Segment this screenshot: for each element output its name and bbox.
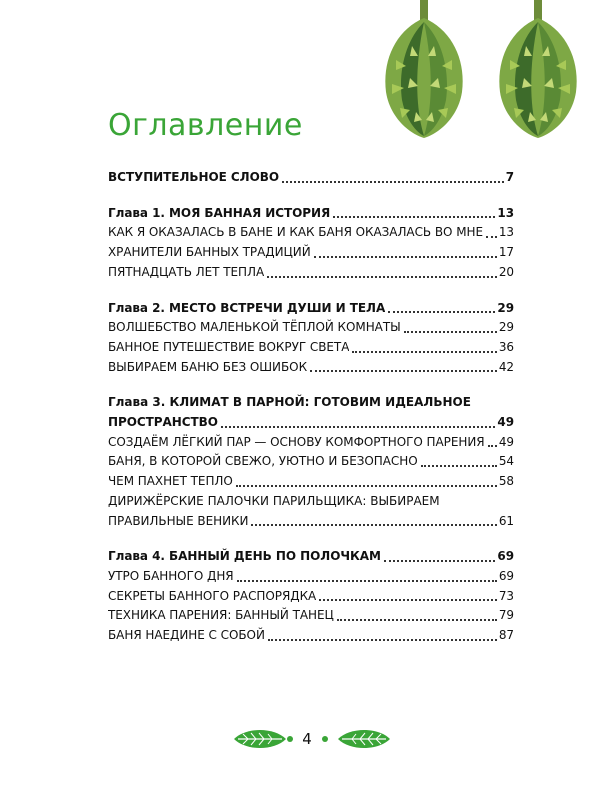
toc-entry-label: ПЯТНАДЦАТЬ ЛЕТ ТЕПЛА bbox=[108, 264, 265, 279]
dot-leader bbox=[319, 599, 497, 601]
toc-entry-line-1[interactable]: ДИРИЖЁРСКИЕ ПАЛОЧКИ ПАРИЛЬЩИКА: ВЫБИРАЕМ bbox=[108, 493, 440, 508]
birch-broom-icon bbox=[490, 0, 586, 140]
chapter-heading[interactable] bbox=[108, 413, 514, 433]
page-footer bbox=[0, 726, 606, 754]
dot-leader bbox=[268, 639, 497, 641]
toc-entry[interactable] bbox=[108, 243, 514, 263]
toc-entry-label: БАННОЕ ПУТЕШЕСТВИЕ ВОКРУГ СВЕТА bbox=[108, 339, 350, 354]
toc-entry[interactable] bbox=[108, 626, 514, 646]
chapter-heading[interactable] bbox=[108, 547, 514, 567]
toc-entry-page: 20 bbox=[498, 264, 514, 279]
chapter-page: 49 bbox=[497, 415, 514, 430]
toc-entry-page: 61 bbox=[498, 513, 514, 528]
dot-leader bbox=[388, 311, 495, 313]
toc-entry[interactable] bbox=[108, 472, 514, 492]
dot-leader bbox=[404, 331, 497, 333]
chapter-page: 29 bbox=[497, 300, 514, 315]
toc-entry[interactable] bbox=[108, 433, 514, 453]
toc-entry-page: 13 bbox=[498, 225, 514, 240]
toc-entry[interactable] bbox=[108, 338, 514, 358]
toc-entry-label: ВСТУПИТЕЛЬНОЕ СЛОВО bbox=[108, 170, 279, 184]
toc-entry-label: БАНЯ, В КОТОРОЙ СВЕЖО, УЮТНО И БЕЗОПАСНО bbox=[108, 454, 418, 469]
toc-entry[interactable] bbox=[108, 606, 514, 626]
toc-entry-page: 49 bbox=[498, 434, 514, 449]
toc-section-chapter-3 bbox=[108, 393, 514, 531]
ornament-dot bbox=[322, 736, 328, 742]
page-title: Оглавление bbox=[108, 108, 303, 143]
leaf-ornament-icon bbox=[232, 728, 288, 750]
toc-entry-page: 29 bbox=[498, 320, 514, 335]
dot-leader bbox=[337, 619, 497, 621]
toc-entry-label: ВОЛШЕБСТВО МАЛЕНЬКОЙ ТЁПЛОЙ КОМНАТЫ bbox=[108, 320, 401, 335]
toc-section-intro bbox=[108, 168, 514, 188]
chapter-heading[interactable] bbox=[108, 204, 514, 224]
toc-entry-label: УТРО БАННОГО ДНЯ bbox=[108, 568, 234, 583]
birch-broom-icon bbox=[376, 0, 472, 140]
toc-section-chapter-2 bbox=[108, 299, 514, 378]
chapter-title: Глава 4. БАННЫЙ ДЕНЬ ПО ПОЛОЧКАМ bbox=[108, 549, 381, 564]
dot-leader bbox=[486, 236, 497, 238]
toc-entry-label: СОЗДАЁМ ЛЁГКИЙ ПАР — ОСНОВУ КОМФОРТНОГО ПАРЕНИЯ bbox=[108, 434, 485, 449]
toc-entry[interactable] bbox=[108, 263, 514, 283]
dot-leader bbox=[251, 524, 496, 526]
toc-entry-page: 7 bbox=[505, 170, 514, 184]
dot-leader bbox=[421, 465, 497, 467]
dot-leader bbox=[236, 485, 497, 487]
toc-entry-page: 58 bbox=[498, 474, 514, 489]
chapter-title: Глава 2. МЕСТО ВСТРЕЧИ ДУШИ И ТЕЛА bbox=[108, 300, 386, 315]
page-number: 4 bbox=[302, 730, 312, 748]
dot-leader bbox=[221, 426, 495, 428]
leaf-ornament-icon bbox=[336, 728, 392, 750]
toc-entry-label: БАНЯ НАЕДИНЕ С СОБОЙ bbox=[108, 628, 265, 643]
toc-entry-page: 87 bbox=[498, 628, 514, 643]
toc-entry[interactable] bbox=[108, 318, 514, 338]
toc-entry-page: 17 bbox=[498, 245, 514, 260]
toc-entry-label: ВЫБИРАЕМ БАНЮ БЕЗ ОШИБОК bbox=[108, 359, 308, 374]
dot-leader bbox=[384, 560, 496, 562]
toc-entry-page: 54 bbox=[498, 454, 514, 469]
dot-leader bbox=[352, 351, 496, 353]
toc-entry[interactable] bbox=[108, 168, 514, 188]
toc-entry-label: СЕКРЕТЫ БАННОГО РАСПОРЯДКА bbox=[108, 588, 317, 603]
chapter-title-line-2: ПРОСТРАНСТВО bbox=[108, 415, 218, 430]
toc-entry-label: ПРАВИЛЬНЫЕ ВЕНИКИ bbox=[108, 513, 249, 528]
chapter-title: Глава 1. МОЯ БАННАЯ ИСТОРИЯ bbox=[108, 205, 331, 220]
chapter-page: 13 bbox=[497, 205, 514, 220]
toc-entry[interactable] bbox=[108, 567, 514, 587]
toc-entry-page: 36 bbox=[498, 339, 514, 354]
toc-entry-label: КАК Я ОКАЗАЛАСЬ В БАНЕ И КАК БАНЯ ОКАЗАЛАСЬ ВО МНЕ bbox=[108, 225, 484, 240]
toc-entry-page: 79 bbox=[498, 608, 514, 623]
toc-entry-label: ТЕХНИКА ПАРЕНИЯ: БАННЫЙ ТАНЕЦ bbox=[108, 608, 334, 623]
toc-entry[interactable] bbox=[108, 512, 514, 532]
dot-leader bbox=[333, 216, 495, 218]
toc-entry-label: ХРАНИТЕЛИ БАННЫХ ТРАДИЦИЙ bbox=[108, 245, 311, 260]
toc-section-chapter-4 bbox=[108, 547, 514, 646]
dot-leader bbox=[282, 181, 504, 183]
toc-entry-label: ЧЕМ ПАХНЕТ ТЕПЛО bbox=[108, 474, 233, 489]
toc-entry-page: 73 bbox=[498, 588, 514, 603]
toc-entry-page: 69 bbox=[498, 568, 514, 583]
toc-entry[interactable] bbox=[108, 452, 514, 472]
chapter-page: 69 bbox=[497, 549, 514, 564]
dot-leader bbox=[488, 445, 497, 447]
dot-leader bbox=[310, 370, 497, 372]
dot-leader bbox=[314, 256, 497, 258]
toc-entry-page: 42 bbox=[498, 359, 514, 374]
ornament-dot bbox=[287, 736, 293, 742]
chapter-title-line-1[interactable]: Глава 3. КЛИМАТ В ПАРНОЙ: ГОТОВИМ ИДЕАЛЬНОЕ bbox=[108, 395, 471, 410]
toc-entry[interactable] bbox=[108, 587, 514, 607]
dot-leader bbox=[237, 580, 497, 582]
toc-section-chapter-1 bbox=[108, 204, 514, 283]
table-of-contents bbox=[108, 168, 514, 662]
dot-leader bbox=[267, 276, 497, 278]
toc-entry[interactable] bbox=[108, 223, 514, 243]
chapter-heading[interactable] bbox=[108, 299, 514, 319]
toc-entry[interactable] bbox=[108, 358, 514, 378]
